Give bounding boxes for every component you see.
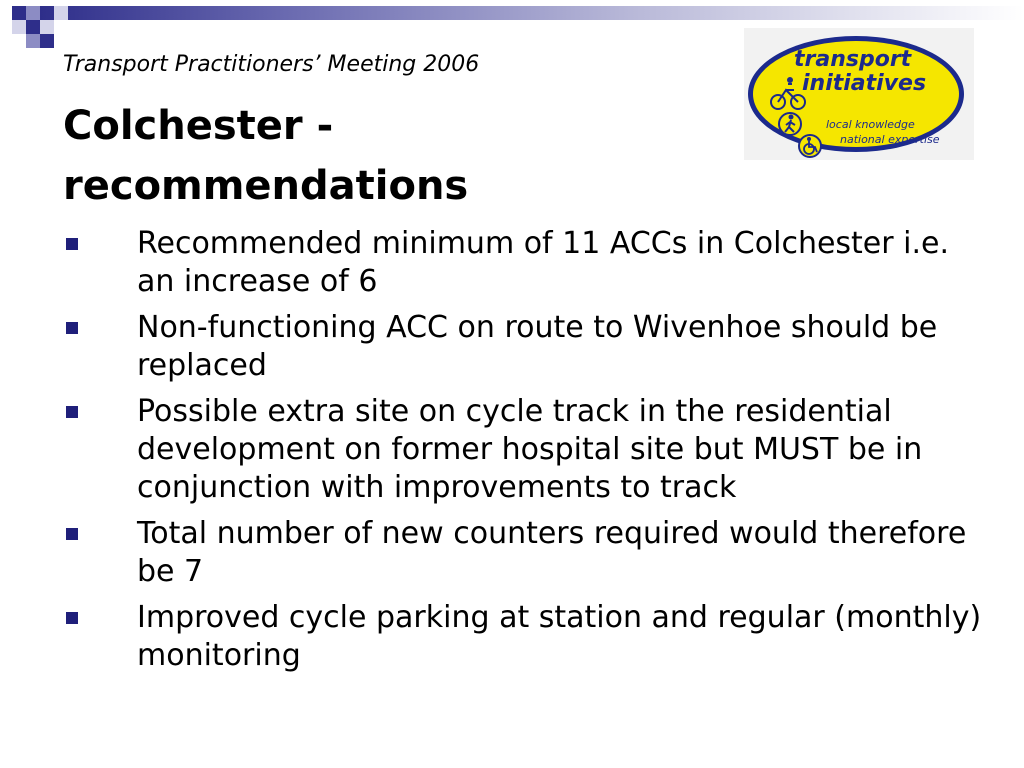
bullet-marker — [66, 238, 78, 250]
bullet-text: Possible extra site on cycle track in the residential development on former hospital site but MUST be in conjunction with improvements to track — [137, 394, 923, 505]
logo-line2: initiatives — [802, 71, 927, 96]
logo-line1: transport — [794, 47, 912, 72]
bullet-text: Non-functioning ACC on route to Wivenhoe should be replaced — [137, 310, 938, 383]
bullet-text: Improved cycle parking at station and regular (monthly) monitoring — [137, 600, 982, 673]
deco-square — [12, 6, 26, 20]
header-gradient-bar — [40, 6, 1024, 20]
transport-initiatives-logo — [744, 28, 974, 160]
bullet-list — [66, 225, 986, 683]
bullet-text: Total number of new counters required would therefore be 7 — [137, 516, 967, 589]
pedestrian-icon — [779, 113, 801, 135]
list-item — [66, 599, 986, 675]
bullet-marker — [66, 612, 78, 624]
deco-square — [12, 20, 26, 34]
logo-tagline1: local knowledge — [826, 118, 915, 131]
list-item — [66, 515, 986, 591]
bullet-text: Recommended minimum of 11 ACCs in Colchester i.e. an increase of 6 — [137, 226, 949, 299]
bullet-marker — [66, 406, 78, 418]
list-item — [66, 225, 986, 301]
deco-square — [26, 6, 40, 20]
slide-title: Colchester - recommendations — [63, 103, 469, 209]
deco-square — [40, 20, 54, 34]
logo-tagline2: national expertise — [840, 133, 940, 146]
deco-square — [26, 34, 40, 48]
bullet-marker — [66, 528, 78, 540]
bullet-marker — [66, 322, 78, 334]
meeting-subtitle: Transport Practitioners’ Meeting 2006 — [63, 52, 480, 77]
deco-square — [54, 6, 68, 20]
deco-square — [40, 34, 54, 48]
wheelchair-icon — [799, 135, 821, 157]
list-item — [66, 393, 986, 507]
deco-square — [26, 20, 40, 34]
list-item — [66, 309, 986, 385]
